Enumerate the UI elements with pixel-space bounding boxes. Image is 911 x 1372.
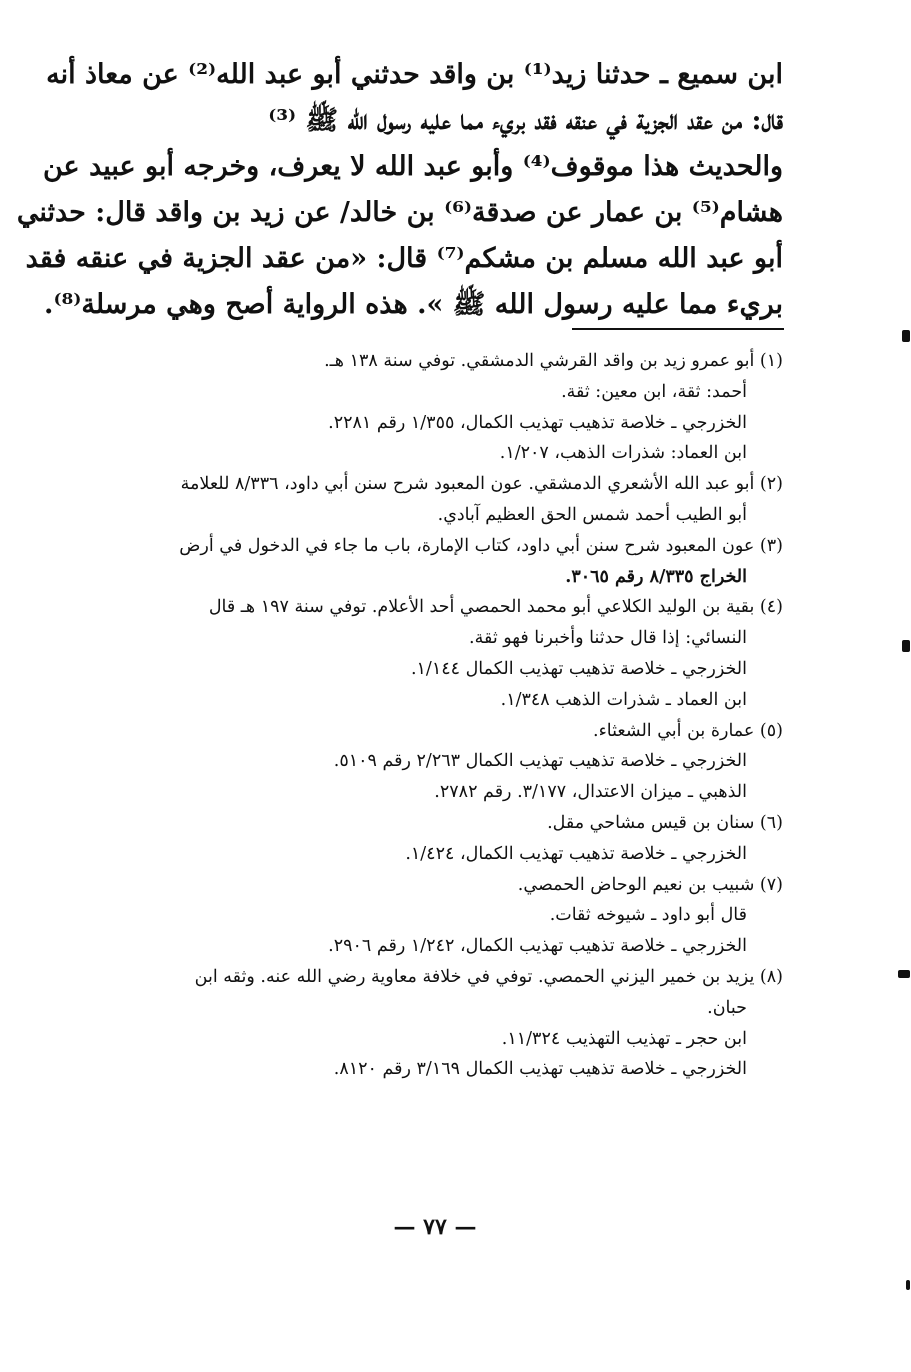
footnote-line: ابن حجر ـ تهذيب التهذيب ١١/٣٢٤. [501,1028,747,1049]
footnote-line: الخراج ٨/٣٣٥ رقم ٣٠٦٥. [565,566,747,587]
main-text-line: ابن سميع ـ حدثنا زيد⁽¹⁾ بن واقد حدثني أبو عبد الله⁽²⁾ عن معاذ أنه [46,59,783,90]
footnote-line: الخزرجي ـ خلاصة تذهيب تهذيب الكمال، ١/٢٤٢ رقم ٢٩٠٦. [328,936,747,957]
page-number: — ٧٧ — [393,1214,477,1240]
footnote-line: (٣) عون المعبود شرح سنن أبي داود، كتاب الإمارة، باب ما جاء في الدخول في أرض [179,535,783,556]
footnote-line: (٨) يزيد بن خمير اليزني الحمصي. توفي في خلافة معاوية رضي الله عنه. وثقه ابن [194,966,783,987]
footnote-line: حبان. [707,997,747,1018]
main-text-line: قال: من عقد الجزية في عنقه فقد بريء مما عليه رسول الله ﷺ ⁽³⁾ [268,105,783,136]
footnote-separator [572,328,784,330]
footnotes-block [78,346,783,1085]
footnote-line: الخزرجي ـ خلاصة تذهيب تهذيب الكمال، ١/٣٥٥ رقم ٢٢٨١. [328,412,747,433]
footnote-line: الذهبي ـ ميزان الاعتدال، ٣/١٧٧. رقم ٢٧٨٢. [434,782,747,803]
footnote-line: الخزرجي ـ خلاصة تذهيب تهذيب الكمال ٣/١٦٩ رقم ٨١٢٠. [333,1059,747,1080]
footnote-line: الخزرجي ـ خلاصة تذهيب تهذيب الكمال ١/١٤٤. [410,658,747,679]
main-text-line: بريء مما عليه رسول الله ﷺ ». هذه الرواية أصح وهي مرسلة⁽⁸⁾. [44,289,783,320]
scan-margin-mark [906,1280,910,1290]
scan-margin-mark [902,330,910,342]
footnote-line: (١) أبو عمرو زيد بن واقد القرشي الدمشقي. توفي سنة ١٣٨ هـ. [324,351,783,371]
scan-margin-mark [902,640,910,652]
footnote-line: (٦) سنان بن قيس مشاحي مقل. [547,812,783,833]
footnote-line: أبو الطيب أحمد شمس الحق العظيم آبادي. [437,504,747,525]
footnote-line: قال أبو داود ـ شيوخه ثقات. [549,905,747,926]
main-text-line: هشام⁽⁵⁾ بن عمار عن صدقة⁽⁶⁾ بن خالد/ عن زيد بن واقد قال: حدثني [16,197,783,228]
main-text-line: أبو عبد الله مسلم بن مشكم⁽⁷⁾ قال: «من عقد الجزية في عنقه فقد [25,243,783,274]
footnote-line: أحمد: ثقة، ابن معين: ثقة. [561,381,747,402]
scan-margin-mark [898,970,910,978]
footnote-line: (٥) عمارة بن أبي الشعثاء. [593,720,783,741]
footnote-line: ابن العماد ـ شذرات الذهب ١/٣٤٨. [500,689,747,710]
footnote-line: (٢) أبو عبد الله الأشعري الدمشقي. عون المعبود شرح سنن أبي داود، ٨/٣٣٦ للعلامة [180,474,783,495]
footnote-line: (٧) شبيب بن نعيم الوحاض الحمصي. [517,874,783,895]
main-text-block [16,52,783,328]
footnote-line: النسائي: إذا قال حدثنا وأخبرنا فهو ثقة. [469,628,747,649]
footnote-line: الخزرجي ـ خلاصة تذهيب تهذيب الكمال، ١/٤٢٤. [405,843,747,864]
footnote-line: (٤) بقية بن الوليد الكلاعي أبو محمد الحمصي أحد الأعلام. توفي سنة ١٩٧ هـ قال [208,597,783,618]
footnote-line: ابن العماد: شذرات الذهب، ١/٢٠٧. [499,443,747,464]
main-text-line: والحديث هذا موقوف⁽⁴⁾ وأبو عبد الله لا يعرف، وخرجه أبو عبيد عن [43,151,783,182]
footnote-line: الخزرجي ـ خلاصة تذهيب تهذيب الكمال ٢/٢٦٣ رقم ٥١٠٩. [333,751,747,772]
